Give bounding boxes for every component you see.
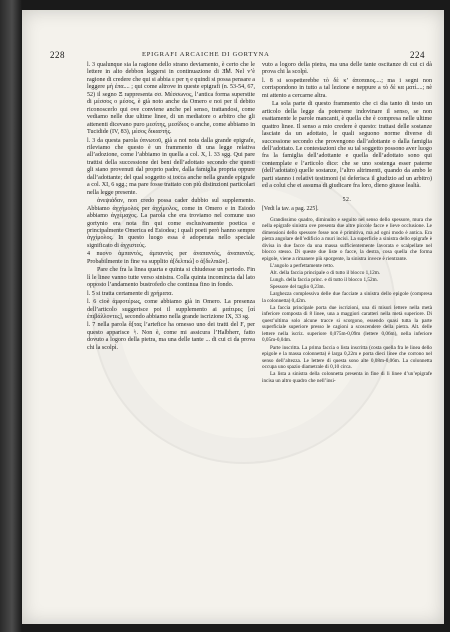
page-number-right: 224 [410, 50, 425, 60]
right-paragraph: l. 8 si sospetterebbe τὸ δὲ κ’ ἀποπαιος....; ma i segni non corrispondono in tutto a tal lezione e neppure a τὸ δὲ κα ματί....; nè mi attento a cercarne altra. [262, 77, 432, 99]
right-paragraph: La sola parte di questo frammento che ci dia tanto di testo un articolo della legge da potersene indovinare il senso, se non esattamente le parole mancanti, è quella che è compresa nelle ultime quattro linee. Il senso a mio credere è questo: trattasi delle sostanze lasciate da un adottato, le quali seguono norme diverse di successione secondo che provengono dall’adottante o dalla famiglia dell’adottato. Le contestazioni che su tal soggetto possono aver luogo fra la famiglia dell’adottante e quella dell’adottato sono qui contemplate e l’articolo dice: che se uno sostenga esser paterne (dell’adottato) quelle sostanze, l’altro altrimenti, quando da ambo le parti stanno i relativi testimoni (si deferisca il giudizio ad un arbitro) ed a colui che ei assuma di giudicare fra loro, dieno giusse lealtà. [262, 101, 432, 190]
left-paragraph: l. 5 si tratta certamente di χρήματα. [87, 290, 174, 297]
measurement-line: Larghezza complessiva delle due facciate a sinistra dello epigole (compresa la colonnetta) 0,42m. [262, 291, 432, 304]
plate-reference: [Vedi la tav. a pag. 225]. [262, 206, 319, 213]
description-paragraph: La lista a sinistra della colonnetta presenta in fine di li linee d’un’epigrafe incisa un altro quadro che nell’insi- [262, 371, 432, 384]
section-number: 52. [342, 196, 352, 203]
description-paragraph: Parte inscritta. La prima faccia o lista inscritta (costa quella fra le linea dello epigole e la massa colonnetta) è larga 0,22m e porta dieci linee che corrono nel senso dell’altezza. Le lettere di questa sono alte 0,08m-0,06m. La colonnetta occupa uno spazio diametrale di 0,10 circa. [262, 344, 432, 371]
right-column [262, 62, 432, 385]
measurement-line: Spessore del taglio 0,23m. [270, 284, 325, 291]
page-number-left: 228 [50, 50, 65, 60]
left-paragraph: ἀνεψιάδαν, non credo possa cader dubbio sul supplemento. Abbiamo ἀγχήμολος per ἀγχίμολος, come in Omero e in Esiodo abbiamo ἀγχέμαχος. La parola che era troviamo nel comune uso gortynio era nota fin qui come esclusivamente poetica e principalmente Omerica ed Esiodea; i quali poeti però hanno sempre ἀγχίμολος. In questo luogo essa è adoperata nello speciale significato di ἀγχιστεύς. [87, 198, 255, 249]
measurement-line: Lungh. della faccia princ. e di tutto il blocco 1,52m. [270, 277, 378, 284]
left-paragraph: 4 nuovo ἀμπαντός, ἀμπαντὺς per ἀναπαντὸς, ἀναπαντὺς. Probabilmente in fine va supplito ἀ[δελπιώ] o ἀ[δελπιῶν]. [87, 251, 255, 265]
book-page [22, 10, 444, 624]
left-paragraph: l. 6 cioè ἀμφοτέρως, come abbiamo già in Omero. La presenza dell’articolo suggerisce poi il supplemento ai μαίτιρες [αἱ ἐπιβάλλοντες], secondo abbiamo nella grande iscrizione IX, 33 sg. [87, 299, 255, 320]
left-paragraph: l. 3 da questa parola ὑπνωτοῦ, già a noi nota dalla grande epigrafe, rileviamo che questo è un frammento di una legge relativa all’adozione, come l’abbiamo in quella a col. X, l. 33 sgg. Qui pare trattisi della successione dei beni dell’adottato secondo che questi gli siano provenuti dal proprio padre, dalla famiglia propria oppure dall’adottante; del qual soggetto si tocca anche nella grande epigrafe a col. XI, 6 sgg.; ma pare fosse trattato con più distinzioni particolari nella legge presente. [87, 137, 255, 196]
description-block [262, 217, 432, 385]
left-paragraph: Pare che fra la linea quarta e quinta si chiudesse un periodo. Fin lì le linee vanno tutte verso sinistra. Colla quinta incomincia dal lato opposto l’andamento bustrofedo che continua fino in fondo. [87, 267, 255, 289]
description-paragraph: Grandissimo quadro, diminuito e seguito nel senso dello spessore, mura che nella epigrafe sinistra ove presenta due altre piccole facce e lieve occlusione. Le dimensioni dello spessore fosse non è primitiva, ma ad ogni modo è antica. Era pietra angolare dell’edificio a muri incisi. La superficie a sinistra dello epigrafe è divisa in due facce da una massa sufficientemente lavorata e scalpellate nel blocco stesso. Di queste due liste o facce, la destra, cosa quella che forma epigole, viene a rimanere più sporgente, la sinistra invece è rientrante. [262, 216, 432, 262]
description-paragraph: La faccia principale porta due iscrizioni, una di misuri lettere nella metà inferiore composta di 8 linee, una a maggiori caratteri nella metà superiore. Di quest’ultima solo alcune tracce si scorgono, essendo quasi tutta la parte superficiale superiore presso le cagioni a scoscendere della pietra. Alt. delle lettere nella iscriz. superiore 0,075m-0,09m (lettere 0,06m), nella inferiore 0,05m-0,04m. [262, 304, 432, 344]
left-paragraph: l. 3 qualunque sia la ragione dello strano deviamento, è certo che le lettere in alto debbon leggersi in continuazione di ƎᎷ. Nel v’è ragione di credere che qui si abbia ε per η e quindi si possa pensare a leggere μὴ ἐπα.... ; qui come altrove in queste epigrafi (n. 53-54, 67, 52) il segno Ξ rappresenta σσ. Μέσσωνος, l’antica forma superstite di μέσσος ο μέσος, è già noto anche da Omero e noi per il debito riconoscerlo qui ove conviene anche pel senso, trattandosi, come vediamo nelle due ultime linee, di un mediatore o arbitro che gli attenenti dicevano puro μεσίτης, μεσίδιος o anche, come abbiamo in Tucidide (IV, 83), μέσος δικαστής. [87, 62, 256, 136]
measurement-line: Alt. della faccia principale o di tutto il blocco 1,12m. [270, 269, 381, 276]
running-title: EPIGRAFI ARCAICHE DI GORTYNA [142, 51, 270, 58]
left-column [87, 62, 255, 353]
left-paragraph: l. 7 nella parola ἄ[τας l’artefice ha omesso uno dei tratti del Ϝ, per questo apparisce ᛋ. Non è, come mi assicura l’Halbherr, fatto dovuto a logoro della pietra, ma una delle tante ... di cui ci da prova chi la scolpì. [87, 322, 255, 351]
right-paragraph: vuto a logoro della pietra, ma una delle tante oscitanze di cui ci dà prova chi la scolpì. [262, 62, 432, 76]
description-paragraph: L’angolo a perfettamente retto. [270, 262, 335, 269]
